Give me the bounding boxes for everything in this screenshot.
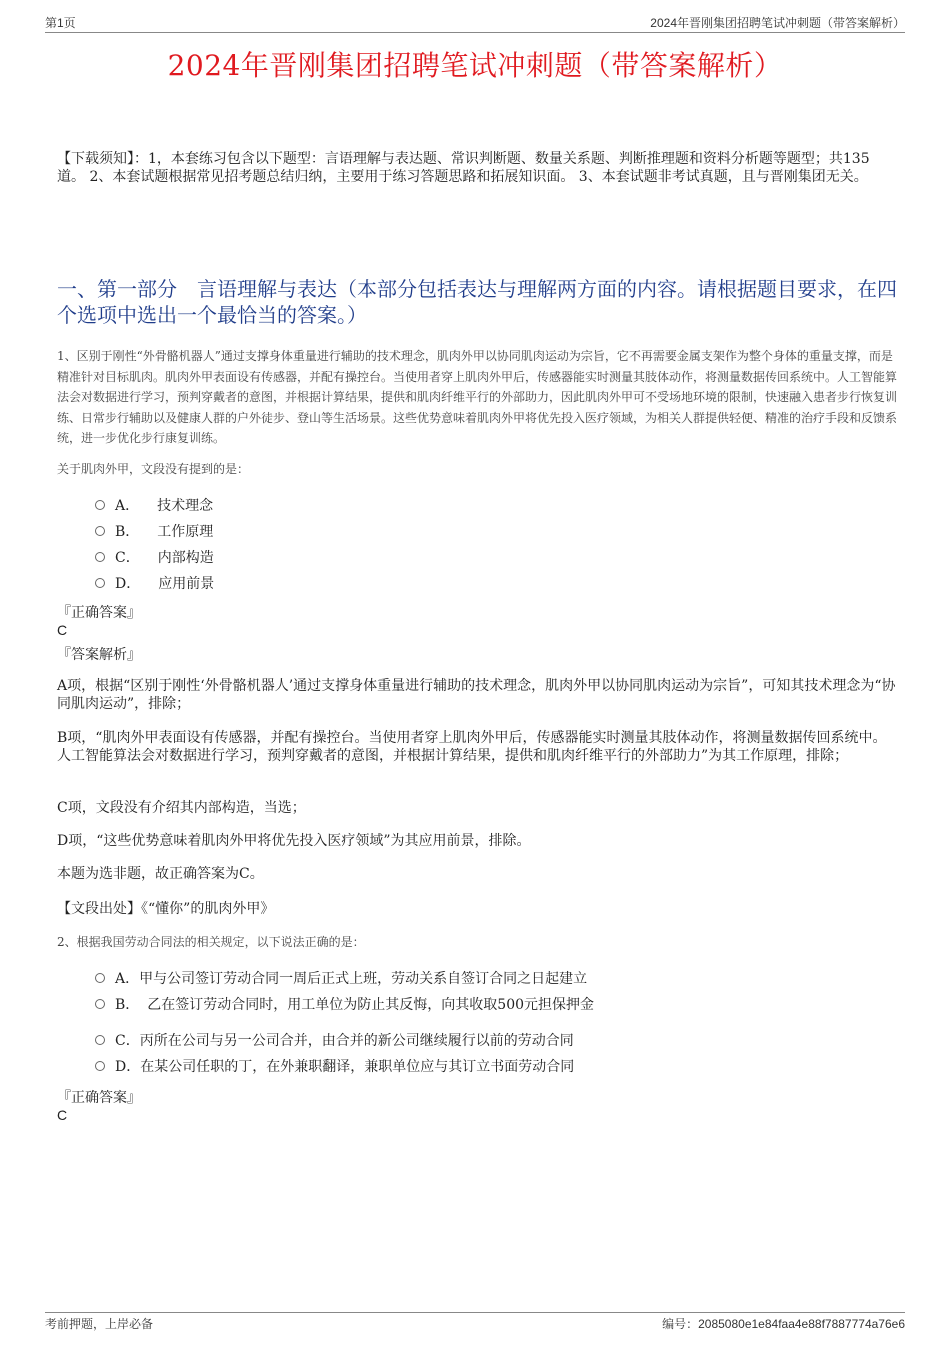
radio-icon[interactable] bbox=[95, 999, 105, 1009]
question-2-options bbox=[95, 966, 594, 1080]
footer-slogan: 考前押题，上岸必备 bbox=[45, 1317, 154, 1331]
question-1-analysis-conclusion: 本题为选非题，故正确答案为C。 bbox=[57, 866, 264, 882]
download-notice: 【下载须知】：1，本套练习包含以下题型：言语理解与表达题、常识判断题、数量关系题、判断推理题和资料分析题等题型；共135道。 2、本套试题根据常见招考题总结归纳，主要用于练习答题思路和拓展知识面。 3、本套试题非考试真题，且与晋刚集团无关。 bbox=[57, 151, 870, 185]
question-1-option-c[interactable]: C． 内部构造 bbox=[95, 545, 214, 571]
question-2-prompt: 2、根据我国劳动合同法的相关规定，以下说法正确的是： bbox=[57, 935, 365, 949]
question-1-analysis-b: B项，“肌肉外甲表面设有传感器，并配有操控台。当使用者穿上肌肉外甲后，传感器能实时测量其肢体动作，将测量数据传回系统中。人工智能算法会对数据进行学习，预判穿戴者的意图，并根据计算结果，提供和肌肉纤维平行的外部助力”为其工作原理，排除； bbox=[57, 730, 887, 764]
question-1-source: 【文段出处】《“懂你”的肌肉外甲》 bbox=[57, 901, 275, 917]
question-1-analysis-label: 『答案解析』 bbox=[57, 647, 141, 663]
question-1-analysis-a: A项，根据“区别于刚性‘外骨骼机器人’通过支撑身体重量进行辅助的技术理念，肌肉外甲以协同肌肉运动为宗旨”，可知其技术理念为“协同肌肉运动”，排除； bbox=[57, 678, 896, 712]
question-1-answer-label: 『正确答案』 bbox=[57, 605, 141, 621]
question-2-option-d[interactable]: D．在某公司任职的丁，在外兼职翻译，兼职单位应与其订立书面劳动合同 bbox=[95, 1054, 594, 1080]
radio-icon[interactable] bbox=[95, 578, 105, 588]
page-header bbox=[45, 14, 905, 33]
radio-icon[interactable] bbox=[95, 500, 105, 510]
radio-icon[interactable] bbox=[95, 973, 105, 983]
document-title: 2024年晋刚集团招聘笔试冲刺题（带答案解析） bbox=[167, 49, 783, 82]
question-1-option-b[interactable]: B． 工作原理 bbox=[95, 519, 214, 545]
footer-code-value: 2085080e1e84faa4e88f7887774a76e6 bbox=[698, 1317, 905, 1331]
radio-icon[interactable] bbox=[95, 1061, 105, 1071]
question-1-options bbox=[95, 493, 214, 597]
footer-code-label: 编号： bbox=[662, 1317, 699, 1331]
section-heading: 一、第一部分 言语理解与表达（本部分包括表达与理解两方面的内容。请根据题目要求，在四个选项中选出一个最恰当的答案。） bbox=[57, 277, 897, 327]
question-1-answer: C bbox=[57, 622, 68, 638]
question-1-option-a[interactable]: A． 技术理念 bbox=[95, 493, 214, 519]
footer-code bbox=[662, 1315, 905, 1332]
question-1-analysis-c: C项，文段没有介绍其内部构造，当选； bbox=[57, 800, 306, 816]
page-footer bbox=[45, 1312, 905, 1333]
question-1-option-d[interactable]: D． 应用前景 bbox=[95, 571, 214, 597]
question-2-option-c[interactable]: C．丙所在公司与另一公司合并，由合并的新公司继续履行以前的劳动合同 bbox=[95, 1028, 594, 1054]
question-2-answer-label: 『正确答案』 bbox=[57, 1090, 141, 1106]
question-1-passage: 1、区别于刚性“外骨骼机器人”通过支撑身体重量进行辅助的技术理念，肌肉外甲以协同肌肉运动为宗旨，它不再需要金属支架作为整个身体的重量支撑，而是精准针对目标肌肉。肌肉外甲表面设有传感器，并配有操控台。当使用者穿上肌肉外甲后，传感器能实时测量其肢体动作，将测量数据传回系统中。人工智能算法会对数据进行学习，预判穿戴者的意图，并根据计算结果，提供和肌肉纤维平行的外部助力，因此肌肉外甲可不受场地环境的限制，快速融入患者步行恢复训练、日常步行辅助以及健康人群的户外徒步、登山等生活场景。这些优势意味着肌肉外甲将优先投入医疗领域，为相关人群提供轻便、精准的治疗手段和反馈系统，进一步优化步行康复训练。 bbox=[57, 349, 898, 445]
radio-icon[interactable] bbox=[95, 1035, 105, 1045]
header-doc-title: 2024年晋刚集团招聘笔试冲刺题（带答案解析） bbox=[650, 16, 905, 30]
page-number: 第1页 bbox=[45, 16, 76, 30]
question-2-option-b[interactable]: B． 乙在签订劳动合同时，用工单位为防止其反悔，向其收取500元担保押金 bbox=[95, 992, 594, 1018]
question-2-answer: C bbox=[57, 1107, 68, 1123]
radio-icon[interactable] bbox=[95, 526, 105, 536]
question-1-analysis-d: D项，“这些优势意味着肌肉外甲将优先投入医疗领域”为其应用前景，排除。 bbox=[57, 833, 531, 849]
question-1-prompt: 关于肌肉外甲，文段没有提到的是： bbox=[57, 462, 250, 476]
radio-icon[interactable] bbox=[95, 552, 105, 562]
question-2-option-a[interactable]: A．甲与公司签订劳动合同一周后正式上班，劳动关系自签订合同之日起建立 bbox=[95, 966, 594, 992]
